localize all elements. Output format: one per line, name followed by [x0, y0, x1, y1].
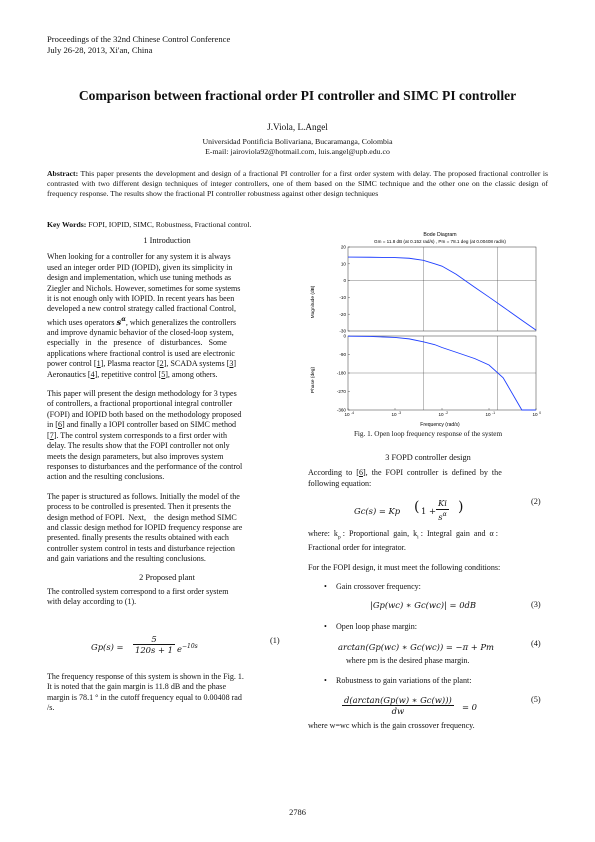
left-column	[47, 236, 287, 713]
intro-paragraph-2	[47, 389, 287, 483]
affiliation-block	[0, 137, 595, 157]
text-fragment: power control [	[47, 359, 97, 369]
phase-axis-label: Phase (deg)	[311, 366, 316, 394]
equation-2-lhs: Gc(s) = Kp	[354, 506, 401, 517]
bullet-dot: •	[324, 622, 327, 632]
citation-link-1[interactable]: 1	[96, 359, 101, 369]
equation-2-numerator: Ki	[438, 498, 447, 509]
equation-2-one: 1 +	[421, 506, 437, 517]
text-fragment: ], among others.	[165, 369, 218, 379]
page-number: 2786	[289, 808, 306, 817]
text-line: used an integer order PID (IOPID), given its simplicity in	[47, 262, 233, 272]
text-line: process to be controlled is presented. Then it presents the	[47, 502, 231, 512]
equation-1-numerator: 5	[133, 634, 175, 645]
text-line: controller system control in tests and disturbance rejection	[47, 543, 235, 553]
y-tick-label: -20	[339, 311, 346, 317]
text-fragment: [	[47, 430, 50, 440]
intro-paragraph-3	[47, 492, 287, 565]
text-line: /s.	[47, 703, 55, 713]
equation-4-number: (4)	[531, 638, 541, 648]
text-line	[47, 359, 287, 369]
figure-caption: Fig. 1. Open loop frequency response of the system	[353, 430, 503, 438]
equation-2	[308, 497, 548, 527]
section-heading-introduction: 1 Introduction	[143, 236, 191, 245]
text-fragment: ]. The control system corresponds to a first order with	[53, 430, 227, 440]
equation-5-number: (5)	[531, 694, 541, 704]
bode-diagram-figure	[308, 230, 548, 428]
equation-5-numerator: d(arctan(Gp(w) ∗ Gc(w)))	[344, 694, 452, 705]
equation-5-rhs: = 0	[462, 701, 478, 712]
citation-link-4[interactable]: 4	[90, 369, 95, 379]
bullet-text: Gain crossover frequency:	[336, 582, 421, 592]
text-line: When looking for a controller for any system it is always	[47, 252, 231, 262]
x-tick-label: 10	[438, 412, 444, 417]
bullet-text: Robustness to gain variations of the plant:	[336, 676, 472, 686]
equation-1-exponential	[177, 642, 198, 654]
text-fragment: : Proportional gain, k	[340, 529, 418, 539]
text-line: developed a new control strategy called fractional Control,	[47, 304, 237, 314]
equation-2-open-paren: (	[414, 499, 420, 516]
abstract-label: Abstract:	[47, 169, 79, 178]
text-line: of controllers, a fractional proportional integral controller	[47, 399, 233, 409]
text-fragment: , which generalizes the controllers	[125, 317, 237, 327]
equation-1-number: (1)	[270, 635, 280, 645]
y-tick-label: 20	[340, 244, 346, 250]
keywords-text: FOPI, IOPID, SIMC, Robustness, Fractional control.	[88, 220, 252, 229]
right-column	[308, 453, 548, 731]
y-tick-label: -180	[336, 370, 346, 376]
panel-frame	[348, 247, 536, 331]
fopd-paragraph-2	[308, 529, 548, 553]
bode-curve	[348, 257, 536, 330]
section-heading-proposed-plant: 2 Proposed plant	[139, 572, 195, 582]
text-fragment: ] and finally a IOPI controller based on SIMC method	[61, 420, 237, 430]
citation-link-3[interactable]: 3	[229, 359, 234, 369]
equation-4-note: where pm is the desired phase margin.	[346, 655, 470, 665]
text-line	[47, 431, 287, 441]
text-fragment: ], Plasma reactor [	[100, 359, 160, 369]
x-tick-exponent: -3	[398, 411, 402, 415]
fopd-paragraph-3: For the FOPI design, it must meet the following conditions:	[308, 562, 501, 572]
text-line: meets the design parameters, but also improves system	[47, 451, 224, 461]
text-line	[308, 529, 548, 543]
equation-5-denominator: dw	[391, 706, 405, 717]
citation-link-7[interactable]: 7	[49, 430, 54, 440]
abstract-text: This paper presents the development and design of a fractional PI controller for a first order system with delay. The proposed fractional controller is contrasted with two different design techniques of integer controllers, one of them based on the SIMC technique and the other one on the classic design of frequency response. The results show the fractional PI controller robustness against other design techniques	[47, 169, 548, 198]
subscript: i	[417, 534, 419, 541]
text-line	[47, 370, 287, 380]
fopd-paragraph-1	[308, 468, 548, 489]
keywords	[47, 220, 297, 229]
y-tick-label: -360	[336, 407, 346, 413]
equation-1-exp-power: −10s	[181, 642, 198, 650]
abstract	[47, 169, 548, 199]
text-line: This paper will present the design methodology for 3 types	[47, 389, 237, 399]
x-tick-exponent: -2	[445, 411, 449, 415]
equation-3-number: (3)	[531, 600, 541, 610]
text-fragment: ], SCADA systems [	[163, 359, 230, 369]
text-fragment: According to [	[308, 468, 359, 478]
text-line: The controlled system correspond to a first order system	[47, 586, 229, 596]
equation-1-lhs: Gp(s) =	[91, 641, 124, 652]
plant-paragraph-1	[47, 587, 287, 608]
y-tick-label: -90	[339, 352, 346, 358]
equation-2-fraction	[436, 498, 449, 522]
citation-link-5[interactable]: 5	[161, 369, 166, 379]
proceedings-line-1: Proceedings of the 32nd Chinese Control Conference	[47, 34, 231, 44]
text-fragment: which uses operators	[47, 317, 115, 327]
text-line	[308, 468, 548, 478]
text-line: It is noted that the gain margin is 11.8 dB and the phase	[47, 682, 227, 692]
subscript: p	[337, 534, 341, 541]
equation-1-denominator: 120s + 1	[135, 645, 173, 656]
text-line	[47, 420, 287, 430]
fractional-operator-exponent: α	[121, 315, 126, 323]
equation-5-note: where w=wc which is the gain crossover frequency.	[308, 720, 475, 730]
text-line: (FOPI) and IOPID both based on the methodology proposed	[47, 409, 242, 419]
text-line	[47, 315, 287, 328]
equation-1-fraction	[133, 634, 175, 656]
text-line: it is not enough only with IOPID. In recent years has been	[47, 294, 235, 304]
frequency-axis-label: Frequency (rad/s)	[420, 422, 460, 428]
text-line: applications where fractional control is used are electronic	[47, 348, 235, 358]
fractional-operator: $s^\alpha$	[116, 315, 126, 327]
text-line: delay. The results show that the FOPI controller not only	[47, 441, 230, 451]
y-tick-label: -30	[339, 328, 346, 334]
text-fragment: in [	[47, 420, 58, 430]
equation-1	[47, 634, 287, 662]
condition-bullet-3	[308, 676, 548, 686]
text-line: The frequency response of this system is shown in the Fig. 1.	[47, 671, 244, 681]
citation-link-6[interactable]: 6	[57, 420, 62, 430]
x-tick-exponent: -4	[351, 411, 355, 415]
y-tick-label: 10	[340, 261, 346, 267]
y-tick-label: 0	[343, 333, 346, 339]
text-line: and classic design method for IOPID frequency response are	[47, 522, 243, 532]
equation-1-exp-base: e	[177, 643, 182, 654]
y-tick-label: -10	[339, 295, 346, 300]
magnitude-panel	[339, 245, 536, 334]
chart-title: Bode Diagram	[423, 232, 457, 238]
bullet-dot: •	[324, 676, 327, 686]
proceedings-header	[47, 34, 230, 55]
text-fragment: ], repetitive control [	[94, 369, 162, 379]
text-line: especially in the presence of disturbances. Some	[47, 338, 227, 348]
text-line: design method of FOPI. Next, the design method SIMC	[47, 512, 237, 522]
x-tick-label: 10	[344, 412, 350, 417]
proceedings-line-2: July 26-28, 2013, Xi'an, China	[47, 44, 153, 55]
text-fragment: ]	[233, 359, 237, 369]
text-line: The paper is structured as follows. Initially the model of the	[47, 491, 240, 501]
text-fragment: ], the FOPI controller is defined by the	[362, 468, 502, 478]
equation-2-denominator: $s^\alpha$	[438, 510, 447, 522]
text-fragment: where: k	[308, 529, 338, 539]
text-line: and improve dynamic behavior of the closed-loop system,	[47, 328, 234, 338]
text-fragment: Aeronautics [	[47, 369, 91, 379]
paper-authors: J.Viola, L.Angel	[267, 122, 328, 132]
frequency-axis	[344, 408, 541, 417]
magnitude-axis-label: Magnitude (dB)	[311, 285, 316, 319]
x-tick-exponent: 0	[539, 411, 541, 415]
keywords-label: Key Words:	[47, 220, 87, 229]
equation-4	[308, 638, 548, 656]
equation-2-close-paren: )	[458, 499, 464, 516]
text-line: with delay according to (1).	[47, 597, 137, 607]
text-line: design and implementation, which use tuning methods as	[47, 273, 232, 283]
bullet-dot: •	[324, 582, 327, 592]
y-tick-label: -270	[336, 389, 346, 395]
condition-bullet-1	[308, 582, 548, 592]
text-line: following equation:	[308, 478, 372, 488]
author-emails: E-mail: jairoviola92@hotmail.com, luis.angel@upb.edu.co	[205, 147, 390, 156]
y-tick-label: 0	[343, 278, 346, 284]
equation-2-denominator-exponent: α	[442, 510, 447, 518]
x-tick-exponent: -1	[492, 411, 496, 415]
intro-paragraph-1	[47, 252, 287, 380]
phase-panel	[337, 334, 536, 413]
equation-5-fraction	[342, 695, 454, 717]
equation-4-expression: arctan(Gp(wc) ∗ Gc(wc)) = −π + Pm	[338, 641, 494, 652]
equation-2-number: (2)	[531, 497, 541, 507]
text-line: presented. finally presents the results obtained with each	[47, 533, 229, 543]
text-line: Ziegler and Nichols. However, sometimes for some systems	[47, 283, 241, 293]
condition-bullet-2	[308, 622, 548, 632]
equation-3-expression: |Gp(wc) ∗ Gc(wc)| = 0dB	[370, 600, 477, 611]
section-heading-fopd: 3 FOPD controller design	[385, 453, 471, 462]
text-line: and gain variations and the resulting conclusions.	[47, 554, 206, 564]
plant-paragraph-2	[47, 672, 287, 714]
chart-subtitle: Gm = 11.8 dB (at 0.152 rad/s) , Pm = 78.1 deg (at 0.00408 rad/s)	[374, 239, 506, 244]
equation-5	[308, 695, 548, 721]
equation-3	[308, 600, 548, 614]
text-line: margin is 78.1 ° in the cutoff frequency equal to 0.00408 rad	[47, 692, 242, 702]
text-line: action and the resulting conclusions.	[47, 472, 165, 482]
text-line: Fractional order for integrator.	[308, 543, 406, 553]
paper-title: Comparison between fractional order PI controller and SIMC PI controller	[78, 88, 517, 103]
citation-link-6b[interactable]: 6	[358, 468, 363, 478]
x-tick-label: 10	[391, 412, 397, 417]
x-tick-label: 10	[485, 412, 491, 417]
text-line: responses to disturbances and the performance of the control	[47, 461, 243, 471]
x-tick-label: 10	[532, 412, 538, 417]
bullet-text: Open loop phase margin:	[336, 622, 417, 632]
affiliation: Universidad Pontificia Bolivariana, Bucaramanga, Colombia	[202, 137, 393, 146]
text-fragment: : Integral gain and α :	[418, 529, 498, 539]
citation-link-2[interactable]: 2	[159, 359, 164, 369]
